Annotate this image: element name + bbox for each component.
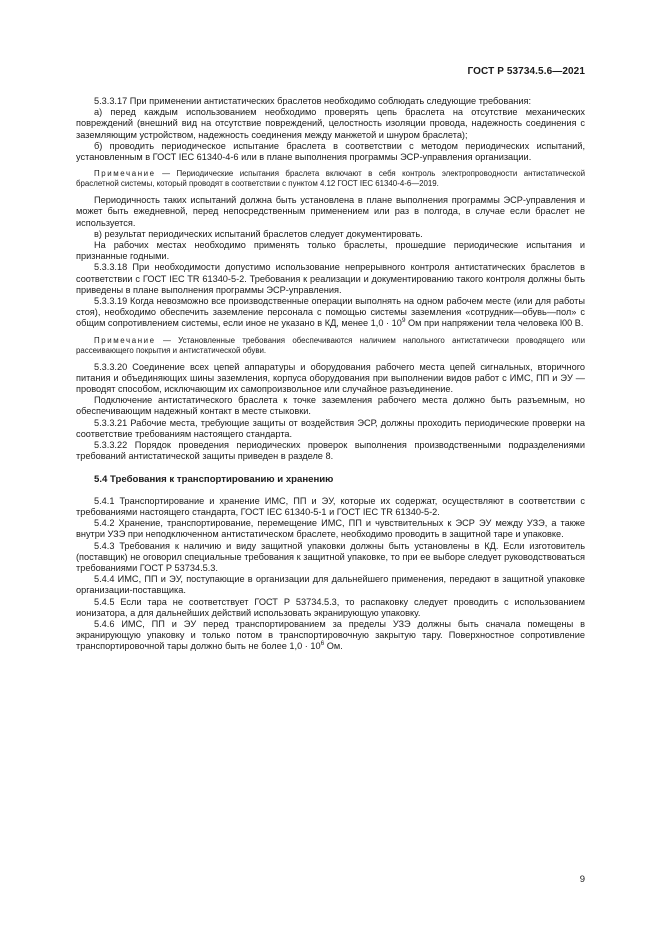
paragraph-5-3-3-18: 5.3.3.18 При необходимости допустимо использование непрерывного контроля антистатических браслетов в соответствии с ГОСТ IEC TR 61340-5-2. Требования к реализации и документированию такого контроля должны быть приведены в плане выполнения программы ЭСР-управления. — [76, 262, 585, 295]
document-id: ГОСТ Р 53734.5.6—2021 — [467, 66, 585, 77]
note-2 — [76, 336, 585, 356]
note-2-text: — Установленные требования обеспечиваются наличием напольного антистатически проводящего или рассеивающего покрытия и антистатической обуви. — [76, 335, 585, 355]
exponent-9: 9 — [401, 317, 406, 325]
note-2-label: Примечание — [94, 335, 156, 345]
paragraph-5-3-3-19 — [76, 296, 585, 330]
paragraph-5-3-3-20: 5.3.3.20 Соединение всех цепей аппаратуры и оборудования рабочего места цепей сигнальных, вторичного питания и объединяющих шины заземления, корпуса оборудования при выполнении видов работ с ИМС, ПП и ЭУ — проводят способом, исключающим их самопроизвольное или случайное разъединение. — [76, 361, 585, 395]
paragraph-bracelet-connection: Подключение антистатического браслета к точке заземления рабочего места должно быть разъемным, но обеспечивающим надежный контакт в месте стыковки. — [76, 395, 585, 417]
paragraph-5-3-3-19-text: 5.3.3.19 Когда невозможно все производственные операции выполнять на одном рабочем месте (или для работы стоя), необходимо обеспечить заземление персонала с помощью системы заземления «сотрудник—обувь—пол» с общим сопротивлением системы, если иное не указано в КД, менее 1,0 · 10 — [76, 296, 585, 329]
paragraph-5-4-6 — [76, 619, 585, 653]
paragraph-5-3-3-17: 5.3.3.17 При применении антистатических браслетов необходимо соблюдать следующие требования: — [94, 96, 532, 106]
page-number: 9 — [579, 874, 585, 885]
paragraph-item-a: а) перед каждым использованием необходимо проверять цепь браслета на отсутствие механических повреждений (внешний вид на отсутствие повреждений, целостность изоляции провода, надежность соединения с заземляющим устройством, надежность соединения между манжетой и шнуром браслета); — [76, 107, 585, 140]
paragraph-item-b: б) проводить периодическое испытание браслета в соответствии с методом периодических испытаний, установленным в ГОСТ IEC 61340-4-6 или в плане выполнения программы ЭСР-управления организации. — [76, 140, 585, 163]
exponent-6: 6 — [320, 640, 325, 648]
paragraph-5-4-1: 5.4.1 Транспортирование и хранение ИМС, ПП и ЭУ, которые их содержат, осуществляют в соответствии с требованиями настоящего стандарта, ГОСТ IEC 61340-5-1 и ГОСТ IEC TR 61340-5-2. — [76, 495, 585, 517]
paragraph-periodicity: Периодичность таких испытаний должна быть установлена в плане выполнения программы ЭСР-управления и может быть ежедневной, перед непосредственным применением или раз в полгода, в случае если браслет не используется. — [76, 195, 585, 228]
paragraph-5-3-3-21: 5.3.3.21 Рабочие места, требующие защиты от воздействия ЭСР, должны проходить периодические проверки на соответствие требованиям настоящего стандарта. — [76, 417, 585, 439]
paragraph-5-4-2: 5.4.2 Хранение, транспортирование, перемещение ИМС, ПП и чувствительных к ЭСР ЭУ между УЗЭ, а также внутри УЗЭ при неподключенном антистатическом браслете, необходимо проводить в защитной таре и упаковке. — [76, 518, 585, 540]
note-1-label: Примечание — [94, 169, 156, 179]
document-body — [76, 96, 585, 653]
paragraph-5-4-5: 5.4.5 Если тара не соответствует ГОСТ Р 53734.5.3, то распаковку следует проводить с использованием ионизатора, а для дальнейших действий использовать экранирующую упаковку. — [76, 596, 585, 618]
section-title-5-4: 5.4 Требования к транспортированию и хранению — [94, 474, 334, 486]
paragraph-5-4-6-text: 5.4.6 ИМС, ПП и ЭУ перед транспортированием за пределы УЗЭ должны быть сначала помещены в экранирующую упаковку и только потом в транспортировочную закрытую тару. Поверхностное сопротивление транспортировочной тары должно быть не более 1,0 · 10 — [76, 618, 585, 652]
paragraph-5-4-4: 5.4.4 ИМС, ПП и ЭУ, поступающие в организации для дальнейшего применения, передают в защитной упаковке организации-поставщика. — [76, 574, 585, 596]
note-1 — [76, 169, 585, 189]
paragraph-workplaces: На рабочих местах необходимо применять только браслеты, прошедшие периодические испытания и признанные годными. — [76, 240, 585, 262]
paragraph-5-3-3-22: 5.3.3.22 Порядок проведения периодических проверок выполнения производственными подразделениями требований антистатической защиты приведен в разделе 8. — [76, 440, 585, 462]
paragraph-5-4-6-tail: Ом. — [324, 641, 343, 652]
paragraph-5-3-3-19-tail: Ом при напряжении тела человека l00 В. — [405, 318, 584, 329]
note-1-text: — Периодические испытания браслета включают в себя контроль электропроводности антистатической браслетной системы, который проводят в соответствии с пунктом 4.12 ГОСТ IEC 61340-4-6—2019. — [76, 169, 585, 189]
paragraph-item-v: в) результат периодических испытаний браслетов следует документировать. — [94, 228, 423, 239]
paragraph-5-4-3: 5.4.3 Требования к наличию и виду защитной упаковки должны быть установлены в КД. Если изготовитель (поставщик) не оговорил специальные требования к защитной упаковке, то при ее выборе следует руководствоваться требованиями ГОСТ Р 53734.5.3. — [76, 540, 585, 573]
